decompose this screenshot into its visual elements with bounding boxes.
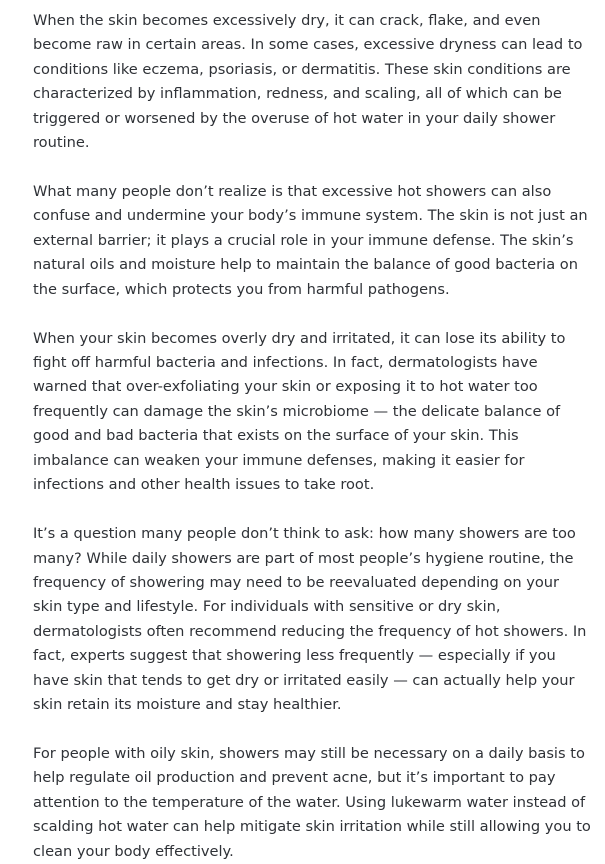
paragraph-oily-skin: For people with oily skin, showers may still be necessary on a daily basis to help regulate oil production and prevent acne, but it’s important to pay attention to the temperature of the water. Using lukewarm water instead of scalding hot water can help mitigate skin irritation while still allowing you to clean your body effectively.	[33, 744, 591, 860]
paragraph-immune-system: What many people don’t realize is that excessive hot showers can also confuse and undermine your body’s immune system. The skin is not just an external barrier; it plays a crucial role in your immune defense. The skin’s natural oils and moisture help to maintain the balance of good bacteria on the surface, which protects you from harmful pathogens.	[33, 183, 588, 298]
paragraph-shower-frequency: It’s a question many people don’t think to ask: how many showers are too many? While daily showers are part of most people’s hygiene routine, the frequency of showering may need to be reevaluated depending on your skin type and lifestyle. For individuals with sensitive or dry skin, dermatologists often recommend reducing the frequency of hot showers. In fact, experts suggest that showering less frequently — especially if you have skin that tends to get dry or irritated easily — can actually help your skin retain its moisture and stay healthier.	[33, 525, 587, 713]
paragraph-skin-microbiome: When your skin becomes overly dry and irritated, it can lose its ability to fight off harmful bacteria and infections. In fact, dermatologists have warned that over-exfoliating your skin or exposing it to hot water too frequently can damage the skin’s microbiome — the delicate balance of good and bad bacteria that exists on the surface of your skin. This imbalance can weaken your immune defenses, making it easier for infections and other health issues to take root.	[33, 329, 566, 494]
paragraph-dry-skin-conditions: When the skin becomes excessively dry, it can crack, flake, and even become raw in certain areas. In some cases, excessive dryness can lead to conditions like eczema, psoriasis, or dermatitis. These skin conditions are characterized by inflammation, redness, and scaling, all of which can be triggered or worsened by the overuse of hot water in your daily shower routine.	[33, 12, 583, 152]
